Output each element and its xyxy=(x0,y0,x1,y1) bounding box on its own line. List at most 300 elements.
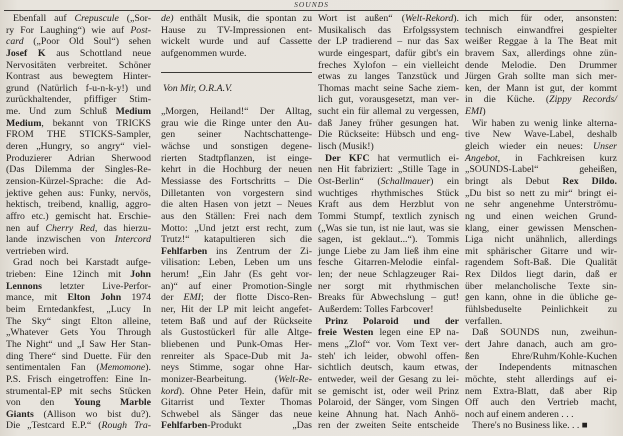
text-run: freches Xylofon – ein vielleicht xyxy=(318,59,459,71)
text-line xyxy=(161,386,312,398)
text-run: Produzierer Adrian Sherwood xyxy=(6,152,151,164)
text-run: Kraft aus dem Herzblut von xyxy=(318,199,459,211)
text-run: ren der zweiten Seite entscheide xyxy=(318,420,459,432)
text-line xyxy=(161,409,312,421)
text-run: sagen, ist geklaut...“). Tommis xyxy=(318,234,459,246)
text-line xyxy=(318,223,459,235)
text-run: sucht ein für allemal zu vergessen, xyxy=(318,106,459,118)
text-line xyxy=(161,36,312,48)
text-line xyxy=(318,292,459,304)
text-line xyxy=(465,316,617,328)
text-run: , bekannt von TRICKS xyxy=(41,117,151,129)
text-run: se gemischt ist, oder weil Prinz xyxy=(318,385,459,397)
text-run: neys Stimme, sogar ohne Har- xyxy=(161,362,312,374)
text-line xyxy=(465,94,617,106)
text-run: ne sehr angenehme Unterströmu- xyxy=(465,199,617,211)
italic-text: Welt-Rekord xyxy=(405,13,454,24)
text-run: (Das Dilemma der Singles-Re- xyxy=(6,164,151,176)
italic-text: Welt-Re- xyxy=(278,373,312,385)
text-run: jektive gehen aus: Funky, nervös, xyxy=(6,187,151,199)
text-line xyxy=(318,327,459,339)
text-run: mit sphärischer Gitarre und wir- xyxy=(465,245,617,257)
italic-text: kord xyxy=(161,385,179,397)
text-line xyxy=(318,304,459,316)
text-line xyxy=(161,281,312,293)
text-run: (Allison wo bist du?). xyxy=(33,408,151,420)
text-run: mens „Zlof“ vor. Vom Text ver- xyxy=(318,338,459,350)
text-line xyxy=(465,48,617,60)
text-line xyxy=(318,420,459,432)
text-line xyxy=(161,176,312,188)
text-run: Musikalisch das Erfolgssystem xyxy=(318,24,459,36)
text-line xyxy=(318,129,459,141)
text-line xyxy=(6,153,151,165)
text-line xyxy=(465,327,617,339)
text-run: vertrieben wird. xyxy=(6,245,69,257)
italic-text: Post- xyxy=(130,24,151,36)
text-line xyxy=(6,83,151,95)
text-run: ßen Ehre/Ruhm/Kohle-Kuchen xyxy=(465,350,617,362)
text-run: monizer-Bearbeitung. ( xyxy=(161,373,279,385)
text-line xyxy=(465,188,617,200)
text-run: steh' ich leider, obwohl offen- xyxy=(318,350,459,362)
text-line xyxy=(318,199,459,211)
section-heading: Von Mir, O.R.A.V. xyxy=(163,82,233,94)
text-line xyxy=(6,374,151,386)
text-run: Schwebel als Sänger das neue xyxy=(161,408,312,420)
text-run: letzter Live-Perfor- xyxy=(41,280,151,292)
text-line xyxy=(318,257,459,269)
text-run: Thomas macht seine Sache ziem- xyxy=(318,82,459,94)
text-run: vilisation: Leben, Leben um uns xyxy=(161,257,312,269)
text-line xyxy=(318,36,459,48)
text-run: sichtlich deutsch, kaum etwas, xyxy=(318,362,459,374)
text-line xyxy=(318,164,459,176)
text-line xyxy=(161,397,312,409)
text-run: rierten Stadtpflanzen, ist einge- xyxy=(161,152,312,164)
text-line xyxy=(465,153,617,165)
bold-text: Young Marble xyxy=(73,397,151,409)
text-run: die alten Hasen von jetzt – Neues xyxy=(161,199,312,211)
text-run: Hause zu TV-Impressionen ent- xyxy=(161,24,312,36)
text-run: keine Ahnung hat. Nach Anhö- xyxy=(318,408,459,420)
text-run: möchte, steht allerdings auf ei- xyxy=(465,373,617,385)
text-line xyxy=(161,199,312,211)
text-line xyxy=(465,386,617,398)
text-line xyxy=(465,60,617,72)
text-run: 1974 xyxy=(121,292,151,304)
text-run: -Produkt „Das xyxy=(207,420,312,432)
text-line xyxy=(465,257,617,269)
text-run: , in Fachkreisen kurz xyxy=(497,152,617,164)
text-column-2 xyxy=(161,13,312,432)
header-rule xyxy=(4,10,619,11)
text-line xyxy=(6,25,151,37)
text-run: P.S. Frisch eingetroffen: Eine In- xyxy=(6,373,151,385)
bold-text: freie Westen xyxy=(318,327,374,339)
text-run: lich gut, vorausgesetzt, man ver- xyxy=(318,94,459,106)
text-line xyxy=(465,83,617,95)
text-run: grau wie die Ringe unter den Au- xyxy=(161,117,312,129)
italic-text: Cherry Red xyxy=(45,222,95,234)
text-run: kehrt in die Hochburg der neuen xyxy=(161,164,312,176)
text-line xyxy=(6,281,151,293)
text-run: ry For Laughing“) wie auf xyxy=(6,24,131,36)
text-line xyxy=(465,211,617,223)
text-run: „Whatever Gets You Through xyxy=(6,327,151,339)
text-run: FROM THE STICKS-Sampler, xyxy=(6,129,151,141)
text-line xyxy=(318,409,459,421)
text-run: nen Hit fabriziert: „Stille Tage in xyxy=(318,164,459,176)
text-line xyxy=(6,13,151,25)
text-run: fühlsbeduselte Peinlichkeit zu xyxy=(465,304,617,316)
text-line xyxy=(6,188,151,200)
text-line xyxy=(465,234,617,246)
text-column-3 xyxy=(318,13,459,432)
text-line xyxy=(161,141,312,153)
text-line xyxy=(6,246,151,258)
text-line xyxy=(465,141,617,153)
text-line xyxy=(6,269,151,281)
text-run: ner, Hit der LP mit leicht angefet- xyxy=(161,304,312,316)
text-line xyxy=(161,188,312,200)
bold-text: Fehlfarben xyxy=(161,420,208,432)
text-run: über melancholische Texte sin- xyxy=(465,280,617,292)
text-run: technisch einwandfrei gespielter xyxy=(465,24,617,36)
text-line xyxy=(465,118,617,130)
text-run: deren „Hungry, so angry“ viel- xyxy=(6,141,151,153)
italic-text: EMI xyxy=(465,106,483,118)
text-line xyxy=(6,141,151,153)
text-run: Wort ist außen“ ( xyxy=(318,13,406,24)
text-line xyxy=(465,223,617,235)
text-run: renreiter als Space-Dub mit Ja- xyxy=(161,350,312,362)
text-line xyxy=(6,304,151,316)
text-run: tive New Wave-Label, deshalb xyxy=(465,129,617,141)
text-line xyxy=(465,25,617,37)
text-line xyxy=(161,48,312,60)
text-line xyxy=(465,246,617,258)
text-line xyxy=(465,420,617,432)
text-run: daß Janey früher gesungen hat. xyxy=(318,117,459,129)
text-run: hat vermutlich ei- xyxy=(369,152,459,164)
text-line xyxy=(161,13,312,25)
text-run: Motto: „Und jetzt erst recht, zum xyxy=(161,222,312,234)
bold-text: John xyxy=(130,269,151,281)
text-run: lisch (Musik!) xyxy=(318,141,374,153)
text-line xyxy=(161,362,312,374)
text-line xyxy=(6,386,151,398)
text-run: Ebenfall auf xyxy=(13,13,75,24)
text-run: ). xyxy=(145,362,151,374)
text-run: Liga nicht unähnlich, allerdings xyxy=(465,234,617,246)
text-run: Off auch den Vertrieb macht, xyxy=(465,397,617,409)
text-line xyxy=(318,362,459,374)
text-run: zension-Kürzel-Sprache: die Ad- xyxy=(6,175,151,187)
text-run: Tommi Stumpf, textlich zynisch xyxy=(318,210,459,222)
text-run: Daß SOUNDS nun, zweihun- xyxy=(472,327,617,339)
text-line xyxy=(6,327,151,339)
italic-text: EMI xyxy=(183,292,201,304)
text-run: Grad noch bei Karstadt aufge- xyxy=(13,257,151,269)
text-line xyxy=(6,351,151,363)
text-line xyxy=(6,211,151,223)
bold-text: Prinz Polaroid und der xyxy=(325,315,459,327)
text-run: ins Zentrum der Zi- xyxy=(207,245,312,257)
text-line xyxy=(6,118,151,130)
text-line xyxy=(161,164,312,176)
italic-text: card xyxy=(6,36,24,48)
text-run: junge Liebe zu Jam ließ ihm eine xyxy=(318,245,459,257)
text-run: , das hierzu- xyxy=(94,222,151,234)
text-run: legen eine EP na- xyxy=(373,327,459,339)
text-run: The Night“ und „I Saw Her Stan- xyxy=(6,338,151,350)
text-run: „Morgen, Heiland!“ Der Alltag, xyxy=(161,106,312,118)
text-line xyxy=(6,316,151,328)
paragraph xyxy=(465,420,617,432)
text-run: fesche Gitarren-Melodie einfal- xyxy=(318,257,459,269)
text-line xyxy=(318,141,459,153)
text-line xyxy=(161,292,312,304)
text-run: sentimentalen Fan ( xyxy=(6,362,100,374)
text-line xyxy=(318,351,459,363)
text-line xyxy=(465,362,617,374)
text-line xyxy=(161,304,312,316)
text-line xyxy=(6,223,151,235)
text-run: Rex Dildos liegt darin, daß er xyxy=(465,269,617,281)
text-line xyxy=(318,106,459,118)
paragraph xyxy=(318,153,459,316)
text-line xyxy=(465,292,617,304)
text-run: gen seiner Nachtschattenge- xyxy=(161,129,312,141)
text-line xyxy=(161,106,312,118)
bold-text: Rex Dildo. xyxy=(562,175,617,187)
text-run: „SOUNDS-Label“ geheißen, xyxy=(465,164,617,176)
text-run: weißer Reggae à la The Beat mit xyxy=(465,36,617,48)
text-run: len; der neue Schlagzeuger Rai- xyxy=(318,269,459,281)
text-run: gleich wieder ein neues: xyxy=(465,141,594,153)
text-run: bliebenen und Punk-Omas Her- xyxy=(161,338,312,350)
text-line xyxy=(161,269,312,281)
text-run: Trutz!“ katapultieren sich die xyxy=(161,234,312,246)
italic-text: Rough Tra- xyxy=(101,420,151,432)
text-run: noch auf einem anderen . . . xyxy=(465,408,574,420)
text-run: aus Schottland neue xyxy=(45,47,151,59)
text-run: zurückhaltender, pfiffiger Stim- xyxy=(6,94,151,106)
text-run: grund (Natürlich f-u-n-k-y!) und xyxy=(6,82,151,94)
text-run: in die Küche. ( xyxy=(465,94,550,106)
text-run: Gitarrist und Texter Thomas xyxy=(161,397,312,409)
text-run: aus den Ställen: Frei nach dem xyxy=(161,210,312,222)
text-run: nem Extra-Blatt, daß aber Rip xyxy=(465,385,617,397)
text-line xyxy=(6,234,151,246)
text-line xyxy=(6,129,151,141)
text-run: ) xyxy=(482,106,486,118)
text-run: dende Melodie. Den Drummer xyxy=(465,59,617,71)
text-run: dert Jahre danach, auch am gro- xyxy=(465,338,617,350)
text-run: „Du bist so nett zu mir“ bringt ei- xyxy=(465,187,617,199)
text-run: Breaks für Abwechslung – gut! xyxy=(318,292,459,304)
text-line xyxy=(318,211,459,223)
text-line xyxy=(465,304,617,316)
text-line xyxy=(465,199,617,211)
text-line xyxy=(465,397,617,409)
paragraph xyxy=(465,327,617,420)
text-run: hektisch, treibend, knallig, aggro- xyxy=(6,199,151,211)
paragraph xyxy=(465,13,617,118)
text-line xyxy=(318,234,459,246)
text-run: („Was sie tun, ist nie laut, was sie xyxy=(318,222,459,234)
paragraph xyxy=(6,13,151,257)
text-line xyxy=(465,409,617,421)
text-run: ). Ohne Peter Hein, dafür mit xyxy=(178,385,312,397)
text-line xyxy=(318,246,459,258)
section-header xyxy=(161,60,312,107)
text-run: Ost-Berlin“ ( xyxy=(318,175,381,187)
text-run: als Gustostückerl für alle Altge- xyxy=(161,327,312,339)
text-run: von den xyxy=(6,397,74,409)
text-line xyxy=(465,13,617,25)
text-line xyxy=(318,13,459,25)
text-run: ; der flotte Disco-Ren- xyxy=(200,292,312,304)
text-run: Nervositäten verbreitet. Schöner xyxy=(6,59,151,71)
text-line xyxy=(318,188,459,200)
text-line xyxy=(318,281,459,293)
text-run: etwas zu langes Tanzstück und xyxy=(318,71,459,83)
text-run: („Poor Old Soul“) sehen xyxy=(23,36,151,48)
text-run: Polaroid, der Sänger, vom Singen xyxy=(318,397,459,409)
text-run: lande inzwischen von xyxy=(6,234,115,246)
text-line xyxy=(318,386,459,398)
italic-text: Crepuscule xyxy=(74,13,119,24)
text-run: Jürgen Grah sollte man sich mer- xyxy=(465,71,617,83)
text-line xyxy=(161,234,312,246)
text-run: der LP tradierend – nur das Sax xyxy=(318,36,459,48)
text-line xyxy=(318,71,459,83)
text-run: Wir haben zu wenig linke alterna- xyxy=(472,117,617,129)
text-line xyxy=(6,106,151,118)
text-line xyxy=(6,164,151,176)
text-run: ner sorgt mit rhythmischen xyxy=(318,280,459,292)
text-run: ng und einen weichen Grund- xyxy=(465,210,617,222)
italic-text: Memomone xyxy=(99,362,146,374)
bold-text: Der KFC xyxy=(325,152,370,164)
paragraph xyxy=(161,13,312,60)
text-line xyxy=(161,257,312,269)
text-line xyxy=(318,374,459,386)
text-line xyxy=(6,420,151,432)
text-run: wickelt wurde und auf Cassette xyxy=(161,36,312,48)
text-run: ken, der Mann ist gut, der kommt xyxy=(465,82,617,94)
text-run: ich mich für oder, ansonsten: xyxy=(465,13,617,24)
italic-text: Angebot xyxy=(465,152,498,164)
bold-text: Fehlfarben xyxy=(161,245,208,257)
text-run: bravem Sax, allerdings ohne zün- xyxy=(465,47,617,59)
text-line xyxy=(161,316,312,328)
text-line xyxy=(318,339,459,351)
italic-text: Unser xyxy=(593,141,617,153)
text-line xyxy=(6,409,151,421)
text-run: mance, mit xyxy=(6,292,68,304)
text-run: ). xyxy=(453,13,459,24)
text-line xyxy=(318,118,459,130)
text-run: Messiasse des Fortschritts – Die xyxy=(161,176,312,187)
italic-text: Intercord xyxy=(114,234,151,246)
text-column-4 xyxy=(465,13,617,432)
text-line xyxy=(6,257,151,269)
text-run: ding There“ sind Duette. Für den xyxy=(6,350,151,362)
text-line xyxy=(161,339,312,351)
text-line xyxy=(465,129,617,141)
text-run: wuchtiges rhythmisches Stück xyxy=(318,187,459,199)
text-line xyxy=(318,176,459,188)
text-run: affro etc.) gemischt hat. Erschie- xyxy=(6,210,151,222)
text-line xyxy=(161,118,312,130)
text-line xyxy=(161,246,312,258)
text-line xyxy=(318,316,459,328)
text-run: an)“ auf einer Promotion-Single xyxy=(161,280,312,292)
text-line xyxy=(6,60,151,72)
text-run: tetem Baß und auf der Rückseite xyxy=(161,315,312,327)
text-line xyxy=(161,374,312,386)
text-line xyxy=(6,339,151,351)
text-run: The Sky“ singt Elton alleine, xyxy=(6,315,151,327)
text-run: beim Erntedankfest, „Lucy In xyxy=(6,304,151,316)
text-line xyxy=(6,199,151,211)
text-run: ) ein xyxy=(430,175,460,187)
paragraph xyxy=(161,106,312,432)
bold-text: Lennons xyxy=(6,280,42,292)
text-run: herum! „Ein Jahr (Es geht vor- xyxy=(161,269,312,281)
text-line xyxy=(161,351,312,363)
text-run: Außerdem: Tolles Farbcover! xyxy=(318,304,434,316)
text-run: der xyxy=(161,292,184,304)
text-run: enthält Musik, die spontan zu xyxy=(173,13,312,24)
text-run: aufgenommen wurde. xyxy=(161,47,247,59)
italic-text: de) xyxy=(161,13,174,24)
text-run: Die „Testcard E.P.“ ( xyxy=(6,420,102,432)
italic-text: Schallmauer xyxy=(380,175,431,187)
text-run: entweder, weil der Gesang zu lei- xyxy=(318,373,459,385)
bold-text: Medium xyxy=(6,117,42,129)
text-run: wächse und sonstigen degene- xyxy=(161,141,312,153)
text-run: gen kann, ohne in die übliche ge- xyxy=(465,292,617,304)
text-line xyxy=(161,223,312,235)
text-line xyxy=(161,211,312,223)
text-run: („Sor- xyxy=(118,13,151,24)
text-run: ragendem Soft-Baß. Die Qualität xyxy=(465,257,617,269)
bold-text: Josef K xyxy=(6,47,46,59)
text-line xyxy=(318,48,459,60)
text-line xyxy=(161,327,312,339)
paragraph xyxy=(6,257,151,432)
bold-text: Medium xyxy=(115,106,151,118)
text-line xyxy=(465,269,617,281)
text-run: klang, einer gewissen Menschen- xyxy=(465,222,617,234)
text-run: Die Rückseite: Hübsch und eng- xyxy=(318,129,459,141)
text-line xyxy=(465,71,617,83)
text-line xyxy=(6,362,151,374)
text-line xyxy=(318,25,459,37)
text-line xyxy=(465,351,617,363)
text-line xyxy=(465,176,617,188)
text-line xyxy=(465,281,617,293)
text-line xyxy=(6,94,151,106)
italic-text: Zippy Records/ xyxy=(549,94,618,106)
magazine-header: SOUNDS xyxy=(294,0,329,9)
text-run: strumental-EP mit sechs Stücken xyxy=(6,385,151,397)
text-line xyxy=(161,153,312,165)
